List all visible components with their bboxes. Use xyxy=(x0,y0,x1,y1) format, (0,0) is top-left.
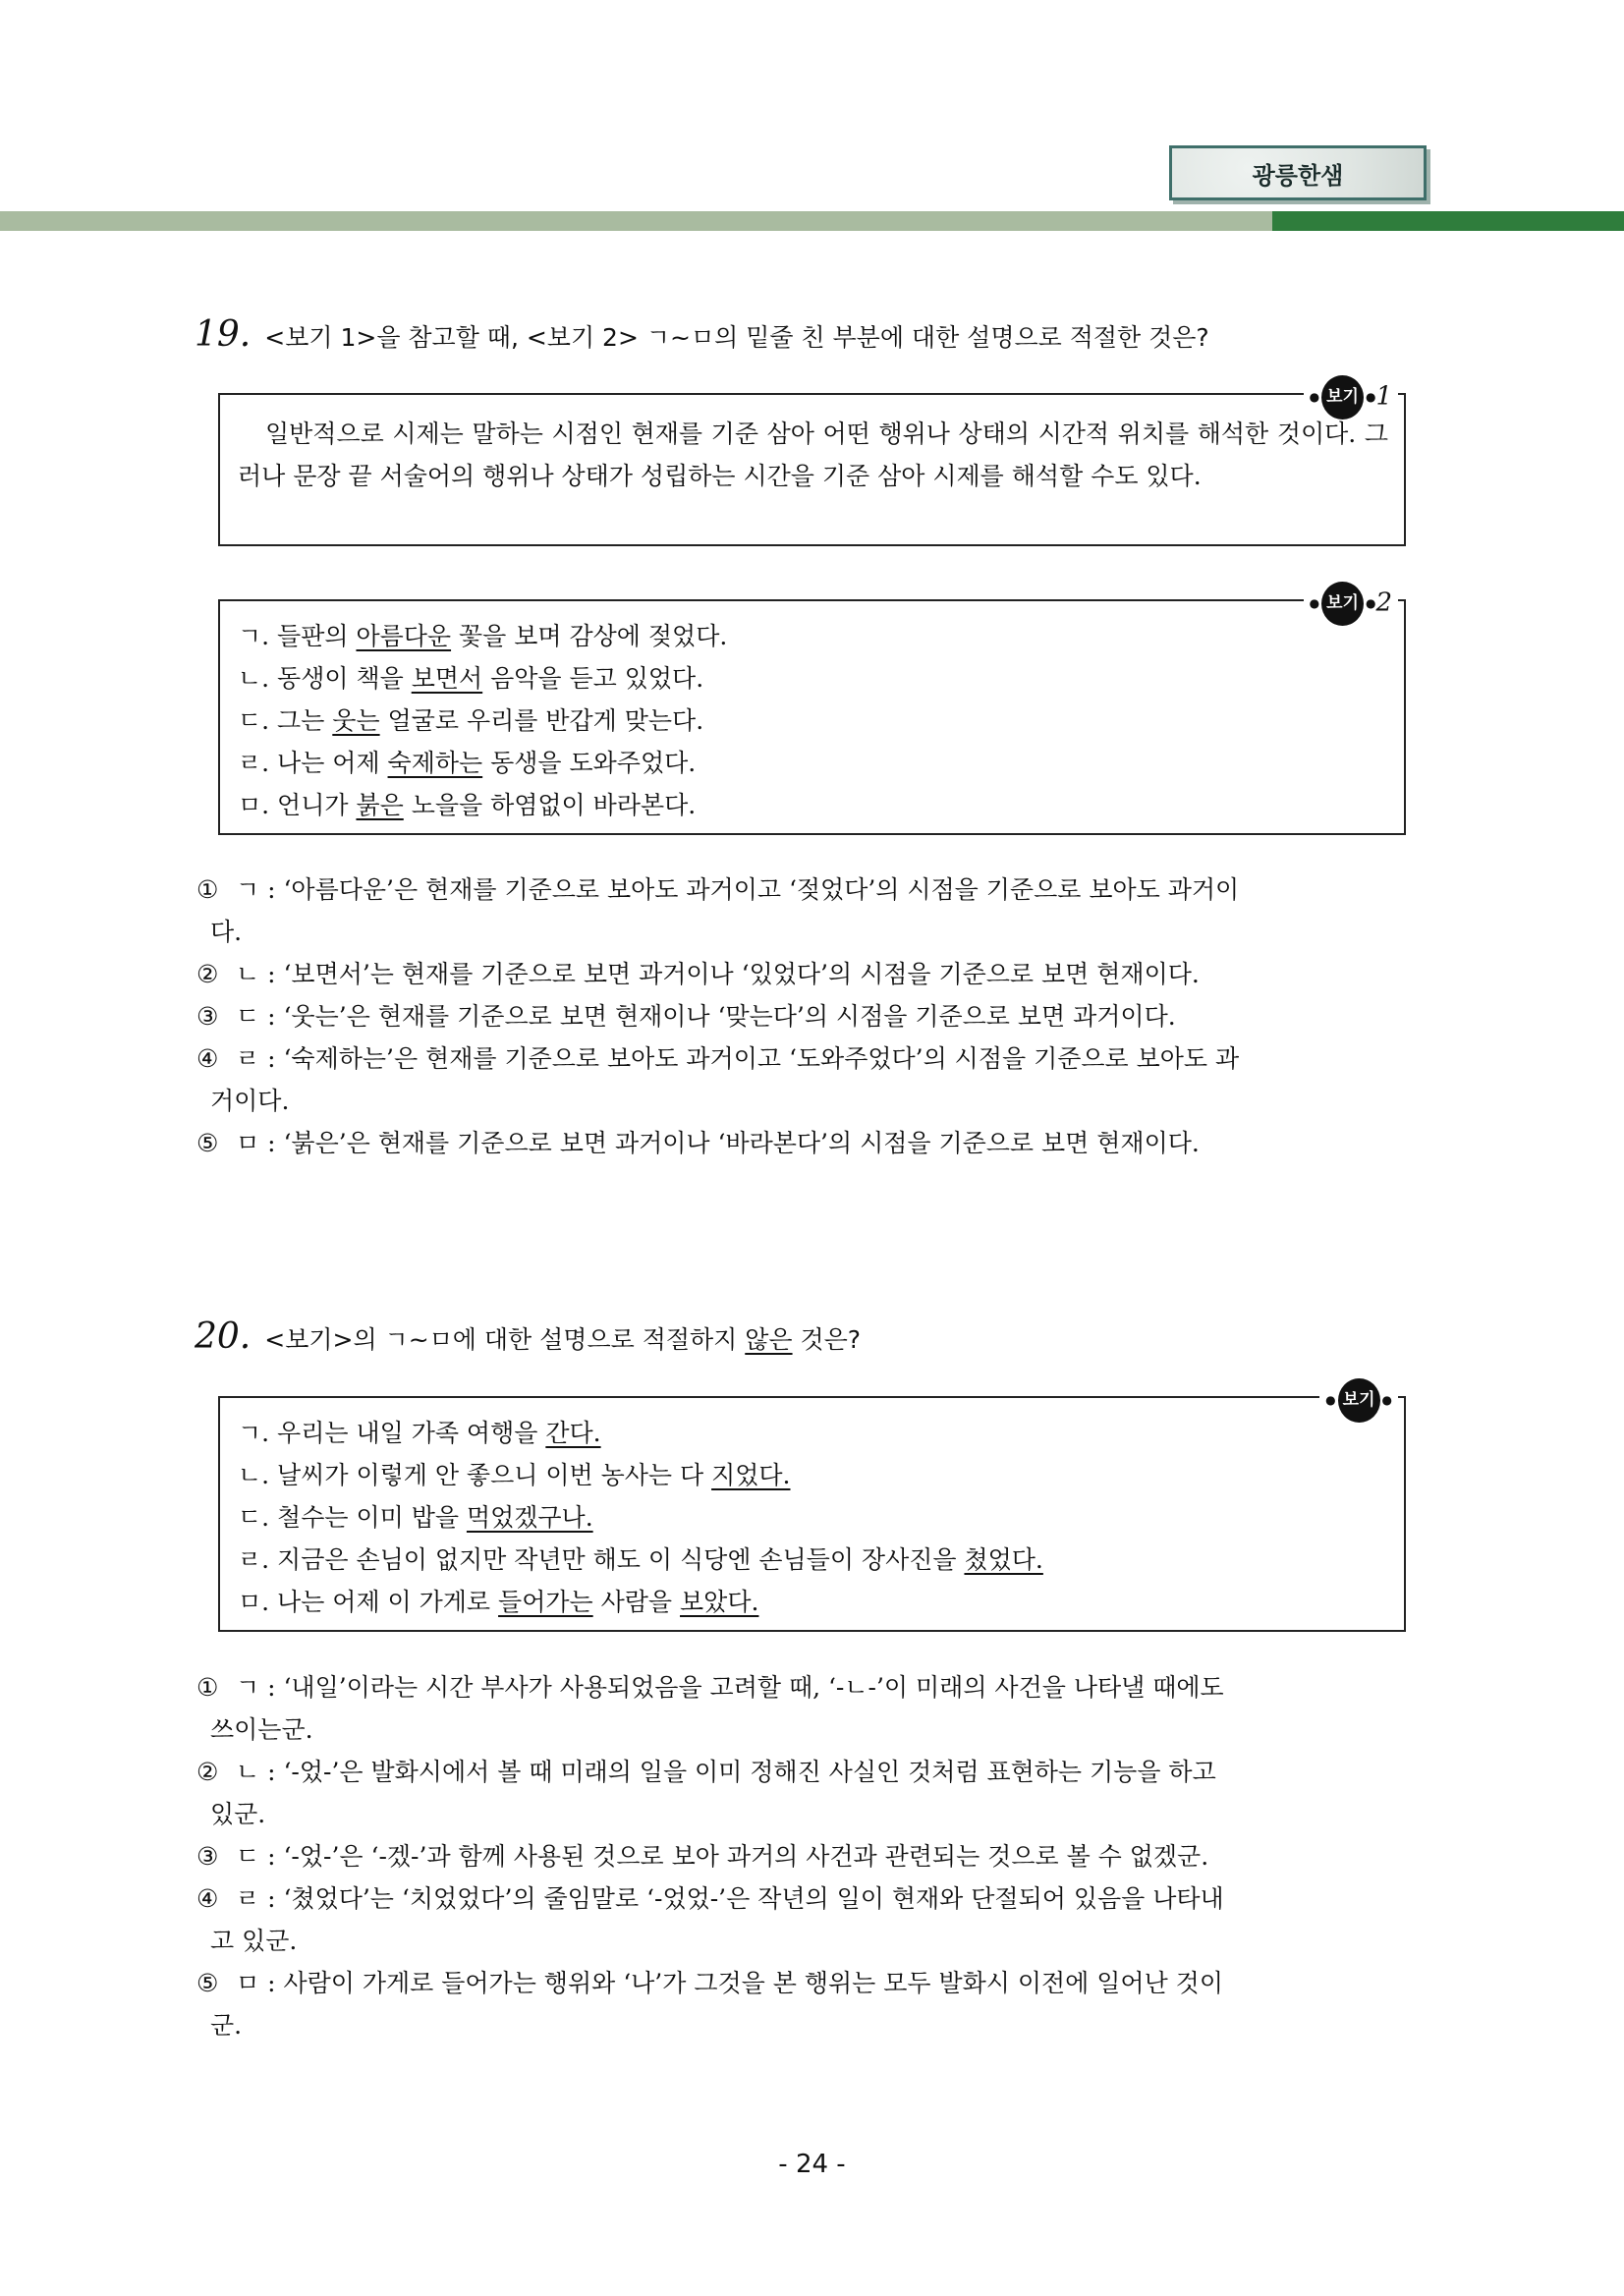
q20-box-label: ● 보기 ● xyxy=(1319,1378,1398,1423)
q19-box-1-number: 1 xyxy=(1375,381,1392,412)
example-line: ㄱ. 우리는 내일 가족 여행을 간다. xyxy=(238,1419,601,1447)
q20-choice-1[interactable]: ① ㄱ : ‘내일’이라는 시간 부사가 사용되었음을 고려할 때, ‘-ㄴ-’이 미래의 사건을 나타낼 때에도 쓰이는군. xyxy=(196,1673,1224,1744)
example-line: ㄴ. 동생이 책을 보면서 음악을 듣고 있었다. xyxy=(238,664,704,693)
q20-box xyxy=(218,1390,1406,1632)
example-line: ㄴ. 날씨가 이렇게 안 좋으니 이번 농사는 다 지었다. xyxy=(238,1461,791,1489)
question-19-text: <보기 1>을 참고할 때, <보기 2> ㄱ~ㅁ의 밑줄 친 부분에 대한 설명으로 적절한 것은? xyxy=(264,323,1209,352)
q19-box-2 xyxy=(218,588,1406,835)
example-line: ㅁ. 언니가 붉은 노을을 하염없이 바라본다. xyxy=(238,791,697,819)
question-20-emphasis: 않은 xyxy=(745,1325,793,1354)
q19-choice-3[interactable]: ③ ㄷ : ‘웃는’은 현재를 기준으로 보면 현재이나 ‘맞는다’의 시점을 기준으로 보면 과거이다. xyxy=(196,1002,1176,1031)
q19-choice-4[interactable]: ④ ㄹ : ‘숙제하는’은 현재를 기준으로 보아도 과거이고 ‘도와주었다’의 시점을 기준으로 보아도 과 거이다. xyxy=(196,1044,1240,1115)
bogi-badge-icon: 보기 xyxy=(1338,1378,1380,1423)
example-line: ㄱ. 들판의 아름다운 꽃을 보며 감상에 젖었다. xyxy=(238,622,728,650)
q19-box-1-text: 일반적으로 시제는 말하는 시점인 현재를 기준 삼아 어떤 행위나 상태의 시간적 위치를 해석한 것이다. 그러나 문장 끝 서술어의 행위나 상태가 성립하는 시간을 기준 삼아 시제를 해석할 수도 있다. xyxy=(238,420,1388,490)
bogi-badge-icon: 보기 xyxy=(1321,375,1364,420)
q20-choice-4[interactable]: ④ ㄹ : ‘쳤었다’는 ‘치었었다’의 줄임말로 ‘-었었-’은 작년의 일이 현재와 단절되어 있음을 나타내 고 있군. xyxy=(196,1884,1224,1955)
page-number: - 24 - xyxy=(778,2150,846,2179)
bogi-badge-icon: 보기 xyxy=(1321,582,1364,626)
question-20-number: 20. xyxy=(195,1316,252,1357)
header-bar-right xyxy=(1272,211,1624,231)
q19-box-1-label: ● 보기 ●1 xyxy=(1304,375,1398,420)
q20-choice-2[interactable]: ② ㄴ : ‘-었-’은 발화시에서 볼 때 미래의 일을 이미 정해진 사실인 것처럼 표현하는 기능을 하고 있군. xyxy=(196,1758,1216,1828)
example-line: ㄷ. 철수는 이미 밥을 먹었겠구나. xyxy=(238,1503,593,1532)
logo-badge xyxy=(1169,145,1427,200)
example-line: ㄹ. 나는 어제 숙제하는 동생을 도와주었다. xyxy=(238,749,697,777)
q20-choice-5[interactable]: ⑤ ㅁ : 사람이 가게로 들어가는 행위와 ‘나’가 그것을 본 행위는 모두 발화시 이전에 일어난 것이 군. xyxy=(196,1969,1223,2040)
q19-choice-1[interactable]: ① ㄱ : ‘아름다운’은 현재를 기준으로 보아도 과거이고 ‘젖었다’의 시점을 기준으로 보아도 과거이 다. xyxy=(196,875,1240,946)
example-line: ㄹ. 지금은 손님이 없지만 작년만 해도 이 식당엔 손님들이 장사진을 쳤었다. xyxy=(238,1545,1043,1574)
question-19-title xyxy=(195,314,1209,355)
q19-choice-2[interactable]: ② ㄴ : ‘보면서’는 현재를 기준으로 보면 과거이나 ‘있었다’의 시점을 기준으로 보면 현재이다. xyxy=(196,960,1200,988)
example-line: ㅁ. 나는 어제 이 가게로 들어가는 사람을 보았다. xyxy=(238,1588,759,1616)
header-bar-left xyxy=(0,211,1272,231)
example-line: ㄷ. 그는 웃는 얼굴로 우리를 반갑게 맞는다. xyxy=(238,706,704,735)
q19-box-1 xyxy=(218,381,1406,546)
logo-text: 광릉한샘 xyxy=(1252,161,1344,190)
q19-box-2-number: 2 xyxy=(1375,588,1392,618)
question-20-title: 20. <보기>의 ㄱ~ㅁ에 대한 설명으로 적절하지 않은 것은? xyxy=(195,1316,862,1357)
question-19-number: 19. xyxy=(195,314,252,355)
q19-choice-5[interactable]: ⑤ ㅁ : ‘붉은’은 현재를 기준으로 보면 과거이나 ‘바라본다’의 시점을 기준으로 보면 현재이다. xyxy=(196,1129,1200,1157)
q20-choice-3[interactable]: ③ ㄷ : ‘-었-’은 ‘-겠-’과 함께 사용된 것으로 보아 과거의 사건과 관련되는 것으로 볼 수 없겠군. xyxy=(196,1842,1209,1871)
q19-box-2-label: ● 보기 ●2 xyxy=(1304,582,1398,626)
